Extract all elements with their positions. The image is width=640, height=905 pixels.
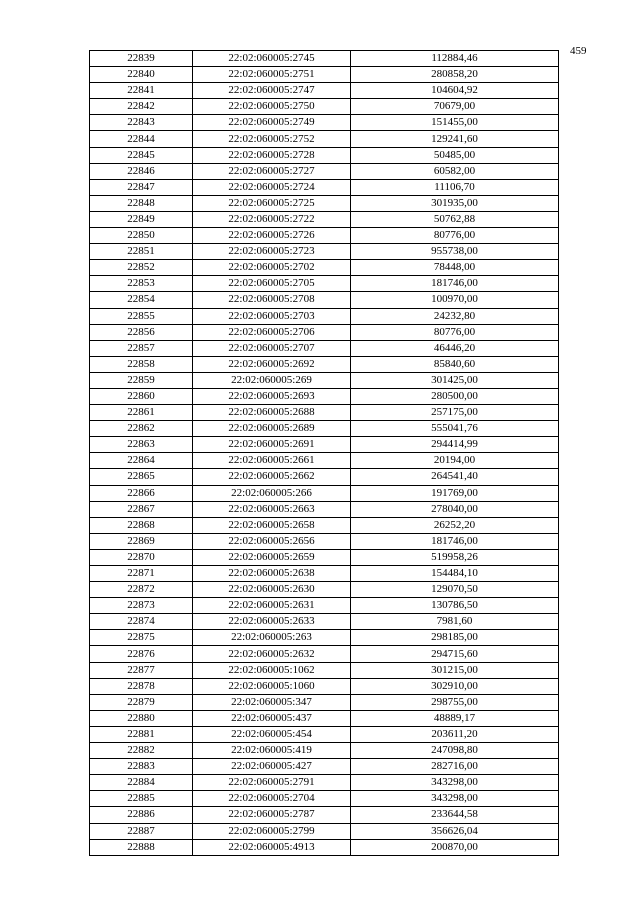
row-number-cell: 22885 — [90, 791, 193, 807]
cadastral-value-cell: 154484,10 — [351, 566, 559, 582]
row-number-cell: 22875 — [90, 630, 193, 646]
row-number-cell: 22849 — [90, 211, 193, 227]
cadastral-number-cell: 22:02:060005:2656 — [193, 533, 351, 549]
table-row — [90, 807, 559, 823]
table-row — [90, 115, 559, 131]
table-row — [90, 308, 559, 324]
table-row — [90, 630, 559, 646]
cadastral-number-cell: 22:02:060005:2630 — [193, 582, 351, 598]
cadastral-number-cell: 22:02:060005:2791 — [193, 775, 351, 791]
row-number-cell: 22857 — [90, 340, 193, 356]
cadastral-value-cell: 80776,00 — [351, 324, 559, 340]
cadastral-value-cell: 46446,20 — [351, 340, 559, 356]
cadastral-number-cell: 22:02:060005:454 — [193, 726, 351, 742]
cadastral-value-cell: 203611,20 — [351, 726, 559, 742]
cadastral-number-cell: 22:02:060005:266 — [193, 485, 351, 501]
row-number-cell: 22874 — [90, 614, 193, 630]
row-number-cell: 22860 — [90, 388, 193, 404]
cadastral-value-cell: 181746,00 — [351, 533, 559, 549]
cadastral-number-cell: 22:02:060005:4913 — [193, 839, 351, 855]
cadastral-number-cell: 22:02:060005:347 — [193, 694, 351, 710]
cadastral-number-cell: 22:02:060005:2707 — [193, 340, 351, 356]
cadastral-number-cell: 22:02:060005:2661 — [193, 453, 351, 469]
table-row — [90, 710, 559, 726]
table-row — [90, 791, 559, 807]
cadastral-value-cell: 264541,40 — [351, 469, 559, 485]
cadastral-value-cell: 294715,60 — [351, 646, 559, 662]
table-row — [90, 131, 559, 147]
cadastral-value-cell: 257175,00 — [351, 405, 559, 421]
table-row — [90, 147, 559, 163]
table-row — [90, 759, 559, 775]
cadastral-value-cell: 20194,00 — [351, 453, 559, 469]
cadastral-value-cell: 60582,00 — [351, 163, 559, 179]
row-number-cell: 22887 — [90, 823, 193, 839]
table-row — [90, 51, 559, 67]
cadastral-number-cell: 22:02:060005:2692 — [193, 356, 351, 372]
row-number-cell: 22861 — [90, 405, 193, 421]
table-row — [90, 99, 559, 115]
row-number-cell: 22865 — [90, 469, 193, 485]
table-row — [90, 292, 559, 308]
table-row — [90, 388, 559, 404]
row-number-cell: 22847 — [90, 179, 193, 195]
table-row — [90, 839, 559, 855]
table-row — [90, 372, 559, 388]
cadastral-number-cell: 22:02:060005:1062 — [193, 662, 351, 678]
cadastral-number-cell: 22:02:060005:2659 — [193, 549, 351, 565]
cadastral-number-cell: 22:02:060005:2799 — [193, 823, 351, 839]
cadastral-value-cell: 129070,50 — [351, 582, 559, 598]
cadastral-value-cell: 50762,88 — [351, 211, 559, 227]
table-row — [90, 743, 559, 759]
table-row — [90, 421, 559, 437]
cadastral-value-cell: 298755,00 — [351, 694, 559, 710]
table-row — [90, 405, 559, 421]
cadastral-value-cell: 151455,00 — [351, 115, 559, 131]
cadastral-number-cell: 22:02:060005:2751 — [193, 67, 351, 83]
table-row — [90, 437, 559, 453]
cadastral-value-cell: 298185,00 — [351, 630, 559, 646]
cadastral-number-cell: 22:02:060005:263 — [193, 630, 351, 646]
row-number-cell: 22866 — [90, 485, 193, 501]
row-number-cell: 22859 — [90, 372, 193, 388]
cadastral-value-table — [89, 50, 559, 856]
row-number-cell: 22843 — [90, 115, 193, 131]
cadastral-value-cell: 112884,46 — [351, 51, 559, 67]
row-number-cell: 22869 — [90, 533, 193, 549]
cadastral-value-cell: 78448,00 — [351, 260, 559, 276]
cadastral-number-cell: 22:02:060005:2703 — [193, 308, 351, 324]
cadastral-number-cell: 22:02:060005:2728 — [193, 147, 351, 163]
cadastral-number-cell: 22:02:060005:2724 — [193, 179, 351, 195]
cadastral-number-cell: 22:02:060005:2747 — [193, 83, 351, 99]
cadastral-value-cell: 104604,92 — [351, 83, 559, 99]
cadastral-number-cell: 22:02:060005:2663 — [193, 501, 351, 517]
cadastral-value-cell: 191769,00 — [351, 485, 559, 501]
cadastral-number-cell: 22:02:060005:2705 — [193, 276, 351, 292]
table-row — [90, 485, 559, 501]
cadastral-value-cell: 200870,00 — [351, 839, 559, 855]
table-row — [90, 614, 559, 630]
cadastral-number-cell: 22:02:060005:2631 — [193, 598, 351, 614]
table-row — [90, 549, 559, 565]
row-number-cell: 22876 — [90, 646, 193, 662]
cadastral-value-cell: 129241,60 — [351, 131, 559, 147]
row-number-cell: 22873 — [90, 598, 193, 614]
table-row — [90, 228, 559, 244]
row-number-cell: 22854 — [90, 292, 193, 308]
cadastral-value-cell: 247098,80 — [351, 743, 559, 759]
cadastral-number-cell: 22:02:060005:2706 — [193, 324, 351, 340]
row-number-cell: 22856 — [90, 324, 193, 340]
row-number-cell: 22855 — [90, 308, 193, 324]
cadastral-number-cell: 22:02:060005:2708 — [193, 292, 351, 308]
cadastral-value-cell: 301425,00 — [351, 372, 559, 388]
cadastral-value-cell: 280858,20 — [351, 67, 559, 83]
cadastral-number-cell: 22:02:060005:269 — [193, 372, 351, 388]
table-row — [90, 324, 559, 340]
cadastral-value-cell: 181746,00 — [351, 276, 559, 292]
cadastral-number-cell: 22:02:060005:2750 — [193, 99, 351, 115]
row-number-cell: 22877 — [90, 662, 193, 678]
cadastral-value-cell: 85840,60 — [351, 356, 559, 372]
cadastral-value-cell: 280500,00 — [351, 388, 559, 404]
cadastral-number-cell: 22:02:060005:2727 — [193, 163, 351, 179]
row-number-cell: 22872 — [90, 582, 193, 598]
row-number-cell: 22841 — [90, 83, 193, 99]
row-number-cell: 22852 — [90, 260, 193, 276]
row-number-cell: 22884 — [90, 775, 193, 791]
table-row — [90, 340, 559, 356]
row-number-cell: 22886 — [90, 807, 193, 823]
cadastral-number-cell: 22:02:060005:2691 — [193, 437, 351, 453]
cadastral-number-cell: 22:02:060005:2726 — [193, 228, 351, 244]
row-number-cell: 22842 — [90, 99, 193, 115]
table-row — [90, 211, 559, 227]
table-row — [90, 662, 559, 678]
cadastral-number-cell: 22:02:060005:1060 — [193, 678, 351, 694]
table-row — [90, 533, 559, 549]
cadastral-number-cell: 22:02:060005:2662 — [193, 469, 351, 485]
cadastral-value-cell: 301935,00 — [351, 195, 559, 211]
cadastral-value-cell: 278040,00 — [351, 501, 559, 517]
cadastral-number-cell: 22:02:060005:2688 — [193, 405, 351, 421]
table-row — [90, 823, 559, 839]
cadastral-value-cell: 130786,50 — [351, 598, 559, 614]
cadastral-value-cell: 343298,00 — [351, 775, 559, 791]
row-number-cell: 22862 — [90, 421, 193, 437]
cadastral-value-cell: 70679,00 — [351, 99, 559, 115]
cadastral-number-cell: 22:02:060005:2633 — [193, 614, 351, 630]
row-number-cell: 22883 — [90, 759, 193, 775]
table-row — [90, 83, 559, 99]
cadastral-number-cell: 22:02:060005:2725 — [193, 195, 351, 211]
row-number-cell: 22888 — [90, 839, 193, 855]
table-row — [90, 726, 559, 742]
cadastral-value-cell: 294414,99 — [351, 437, 559, 453]
page-number: 459 — [570, 45, 587, 57]
cadastral-value-cell: 282716,00 — [351, 759, 559, 775]
cadastral-value-cell: 955738,00 — [351, 244, 559, 260]
table-row — [90, 646, 559, 662]
cadastral-value-cell: 302910,00 — [351, 678, 559, 694]
row-number-cell: 22868 — [90, 517, 193, 533]
cadastral-value-cell: 80776,00 — [351, 228, 559, 244]
cadastral-value-cell: 50485,00 — [351, 147, 559, 163]
table-row — [90, 469, 559, 485]
cadastral-number-cell: 22:02:060005:2638 — [193, 566, 351, 582]
row-number-cell: 22845 — [90, 147, 193, 163]
table-row — [90, 678, 559, 694]
cadastral-number-cell: 22:02:060005:2632 — [193, 646, 351, 662]
table-row — [90, 67, 559, 83]
table-row — [90, 276, 559, 292]
cadastral-number-cell: 22:02:060005:2749 — [193, 115, 351, 131]
row-number-cell: 22878 — [90, 678, 193, 694]
cadastral-value-cell: 233644,58 — [351, 807, 559, 823]
row-number-cell: 22858 — [90, 356, 193, 372]
cadastral-number-cell: 22:02:060005:2745 — [193, 51, 351, 67]
cadastral-value-cell: 7981,60 — [351, 614, 559, 630]
cadastral-value-cell: 24232,80 — [351, 308, 559, 324]
cadastral-value-cell: 11106,70 — [351, 179, 559, 195]
row-number-cell: 22844 — [90, 131, 193, 147]
table-row — [90, 179, 559, 195]
row-number-cell: 22867 — [90, 501, 193, 517]
cadastral-value-cell: 26252,20 — [351, 517, 559, 533]
row-number-cell: 22848 — [90, 195, 193, 211]
row-number-cell: 22879 — [90, 694, 193, 710]
table-row — [90, 582, 559, 598]
row-number-cell: 22840 — [90, 67, 193, 83]
row-number-cell: 22839 — [90, 51, 193, 67]
cadastral-number-cell: 22:02:060005:2689 — [193, 421, 351, 437]
cadastral-number-cell: 22:02:060005:419 — [193, 743, 351, 759]
cadastral-number-cell: 22:02:060005:427 — [193, 759, 351, 775]
row-number-cell: 22851 — [90, 244, 193, 260]
table-row — [90, 163, 559, 179]
table-row — [90, 775, 559, 791]
cadastral-value-cell: 100970,00 — [351, 292, 559, 308]
table-row — [90, 694, 559, 710]
table-row — [90, 566, 559, 582]
table-body — [90, 51, 559, 856]
cadastral-number-cell: 22:02:060005:2658 — [193, 517, 351, 533]
table-row — [90, 260, 559, 276]
row-number-cell: 22871 — [90, 566, 193, 582]
cadastral-number-cell: 22:02:060005:437 — [193, 710, 351, 726]
table-row — [90, 356, 559, 372]
cadastral-value-cell: 301215,00 — [351, 662, 559, 678]
table-row — [90, 598, 559, 614]
cadastral-number-cell: 22:02:060005:2752 — [193, 131, 351, 147]
cadastral-number-cell: 22:02:060005:2693 — [193, 388, 351, 404]
row-number-cell: 22863 — [90, 437, 193, 453]
cadastral-number-cell: 22:02:060005:2702 — [193, 260, 351, 276]
cadastral-value-cell: 356626,04 — [351, 823, 559, 839]
cadastral-number-cell: 22:02:060005:2722 — [193, 211, 351, 227]
row-number-cell: 22846 — [90, 163, 193, 179]
row-number-cell: 22881 — [90, 726, 193, 742]
row-number-cell: 22853 — [90, 276, 193, 292]
cadastral-value-cell: 48889,17 — [351, 710, 559, 726]
row-number-cell: 22880 — [90, 710, 193, 726]
cadastral-number-cell: 22:02:060005:2723 — [193, 244, 351, 260]
cadastral-number-cell: 22:02:060005:2704 — [193, 791, 351, 807]
table-row — [90, 453, 559, 469]
row-number-cell: 22864 — [90, 453, 193, 469]
cadastral-value-cell: 343298,00 — [351, 791, 559, 807]
table-row — [90, 517, 559, 533]
cadastral-value-cell: 519958,26 — [351, 549, 559, 565]
table-row — [90, 195, 559, 211]
row-number-cell: 22882 — [90, 743, 193, 759]
cadastral-number-cell: 22:02:060005:2787 — [193, 807, 351, 823]
cadastral-value-cell: 555041,76 — [351, 421, 559, 437]
table-row — [90, 244, 559, 260]
row-number-cell: 22870 — [90, 549, 193, 565]
table-row — [90, 501, 559, 517]
row-number-cell: 22850 — [90, 228, 193, 244]
